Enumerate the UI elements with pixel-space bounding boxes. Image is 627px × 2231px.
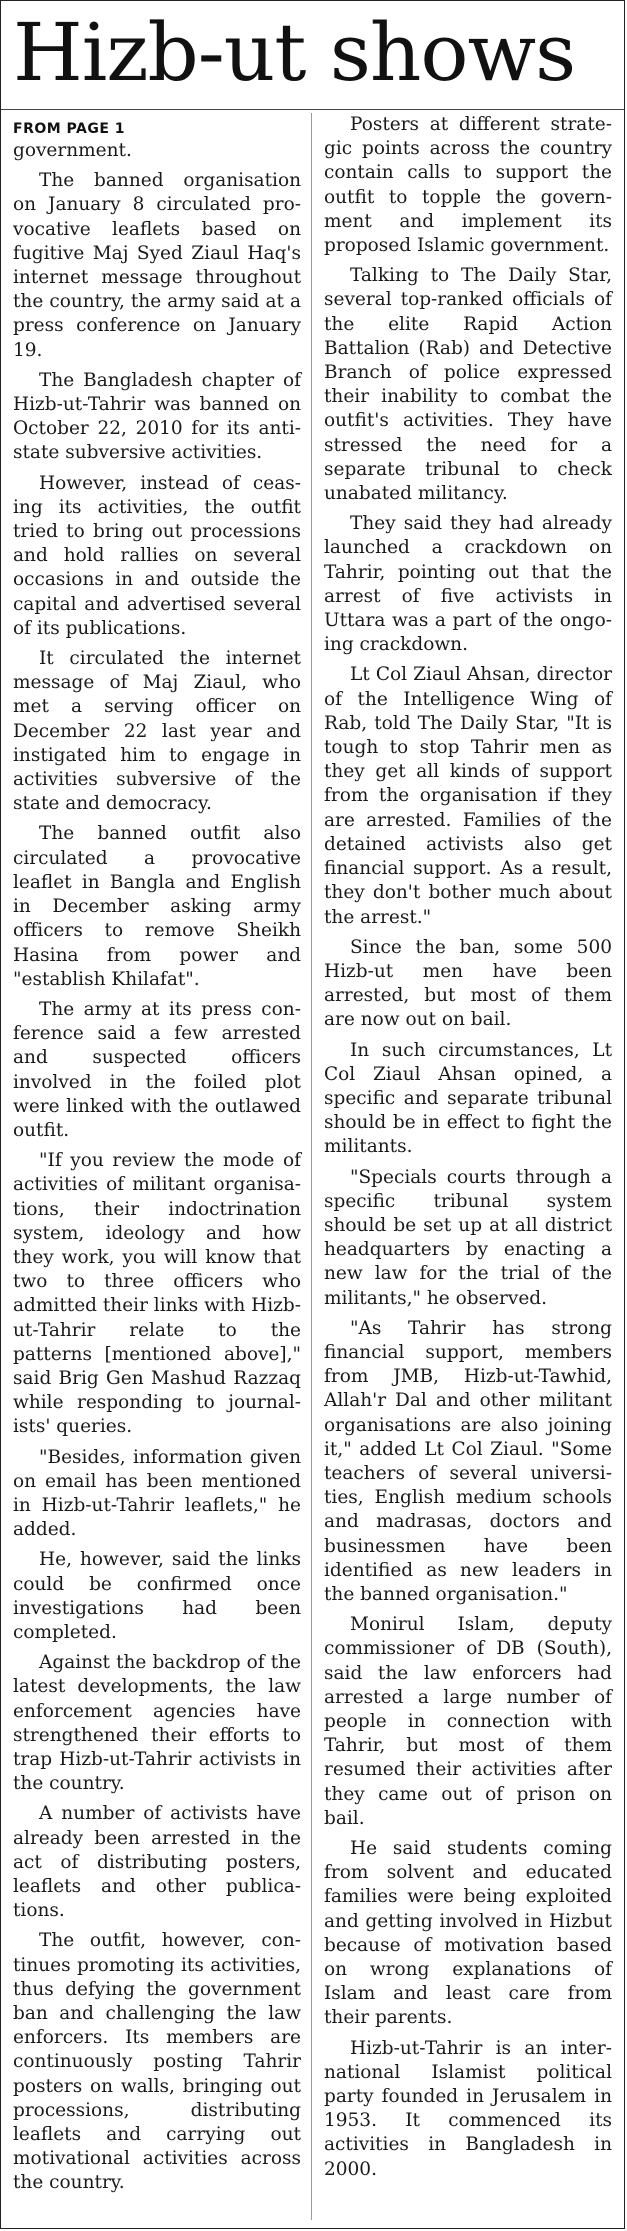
paragraph: It circulated the internet message of Maj Ziaul, who met a serving officer on December 22 last year and instigated him to engage in activities subversive of the state and democracy. xyxy=(13,648,301,815)
paragraph: "As Tahrir has strong financial support, members from JMB, Hizb-ut-Tawhid, Allah'r Dal and other militant organisations are also joining it," added Lt Col Ziaul. "Some teachers of several universities, English medium schools and madrasas, doctors and businessmen have been identified as new leaders in the banned organisation." xyxy=(324,1317,612,1605)
headline-rule xyxy=(1,109,624,110)
paragraph: He said students coming from solvent and educated families were being exploited and getting involved in Hizbut because of motivation based on wrong explanations of Islam and least care from their parents. xyxy=(324,1838,612,2029)
paragraph: The outfit, however, continues promoting its activities, thus defying the government ban and challenging the law enforcers. Its members are continuously posting Tahrir posters on walls, bringing out processions, distributing leaflets and carrying out motivational activities across the country. xyxy=(13,1930,301,2194)
paragraph: They said they had already launched a crackdown on Tahrir, pointing out that the arrest of five activists in Uttara was a part of the ongoing crackdown. xyxy=(324,513,612,656)
paragraph: "If you review the mode of activities of militant organisations, their indoctrination system, ideology and how they work, you will know that two to three officers who admitted their links with Hizb-ut-Tahrir relate to the patterns [mentioned above]," said Brig Gen Mashud Razzaq while responding to journalists' queries. xyxy=(13,1150,302,1438)
paragraph: "Specials courts through a specific tribunal system should be set up at all district headquarters by enacting a new law for the trial of the militants," he observed. xyxy=(324,1166,612,1309)
paragraph: Monirul Islam, deputy commissioner of DB (South), said the law enforcers had arrested a large number of people in connection with Tahrir, but most of them resumed their activities after they came out of prison on bail. xyxy=(324,1614,612,1829)
paragraph: In such circumstances, Lt Col Ziaul Ahsan opined, a specific and separate tribunal should be in effect to fight the militants. xyxy=(324,1039,612,1158)
paragraph: A number of activists have already been arrested in the act of distributing posters, leaflets and other publications. xyxy=(13,1803,301,1922)
right-column xyxy=(324,113,612,2188)
paragraph: Posters at different strategic points across the country contain calls to support the outfit to topple the government and implement its proposed Islamic government. xyxy=(324,114,612,257)
paragraph: The Bangladesh chapter of Hizb-ut-Tahrir was banned on October 22, 2010 for its anti-state subversive activities. xyxy=(13,369,301,464)
left-column xyxy=(13,119,301,2202)
paragraph: The army at its press conference said a few arrested and suspected officers involved in the foiled plot were linked with the outlawed outfit. xyxy=(13,998,301,1141)
paragraph: Talking to The Daily Star, several top-ranked officials of the elite Rapid Action Battalion (Rab) and Detective Branch of police expressed their inability to combat the outfit's activities. They have stressed the need for a separate tribunal to check unabated militancy. xyxy=(324,265,612,505)
continuation-kicker: FROM PAGE 1 xyxy=(13,121,126,137)
headline: Hizb-ut shows xyxy=(13,6,576,99)
paragraph: government. xyxy=(13,140,132,161)
paragraph: The banned outfit also circulated a provocative leaflet in Bangla and English in December asking army officers to remove Sheikh Hasina from power and "establish Khilafat". xyxy=(13,823,301,990)
paragraph: However, instead of ceasing its activities, the outfit tried to bring out processions and hold rallies on several occasions in and outside the capital and advertised several of its publications. xyxy=(13,472,301,639)
paragraph: The banned organisation on January 8 circulated provocative leaflets based on fugitive Maj Syed Ziaul Haq's internet message throughout the country, the army said at a press conference on January 19. xyxy=(13,170,301,361)
paragraph: Against the backdrop of the latest developments, the law enforcement agencies have strengthened their efforts to trap Hizb-ut-Tahrir activists in the country. xyxy=(13,1652,301,1795)
paragraph: Hizb-ut-Tahrir is an international Islamist political party founded in Jerusalem in 1953. It commenced its activities in Bangladesh in 2000. xyxy=(324,2037,612,2180)
paragraph: "Besides, information given on email has been mentioned in Hizb-ut-Tahrir leaflets," he added. xyxy=(13,1446,301,1541)
column-divider xyxy=(311,113,312,2220)
paragraph: Lt Col Ziaul Ahsan, director of the Intelligence Wing of Rab, told The Daily Star, "It is tough to stop Tahrir men as they get all kinds of support from the organisation if they are arrested. Families of the detained activists also get financial support. As a result, they don't bother much about the arrest." xyxy=(324,664,612,928)
paragraph: Since the ban, some 500 Hizb-ut men have been arrested, but most of them are now out on bail. xyxy=(324,936,612,1031)
paragraph: He, however, said the links could be confirmed once investigations had been completed. xyxy=(13,1549,301,1643)
